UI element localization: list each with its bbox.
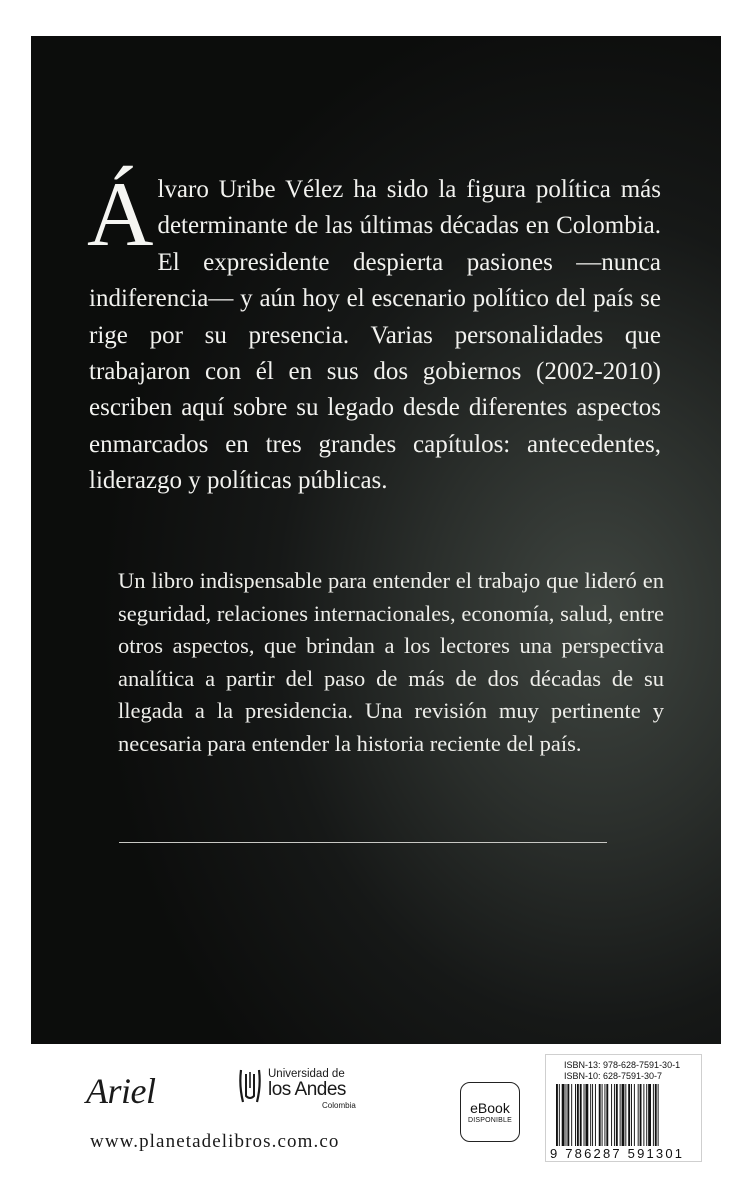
universidad-los-andes-logo xyxy=(238,1066,368,1110)
divider-line xyxy=(119,842,607,843)
barcode-number: 9 786287 591301 xyxy=(550,1146,685,1161)
isbn13-text: ISBN-13: 978-628-7591-30-1 xyxy=(564,1060,681,1070)
back-cover-panel xyxy=(31,36,721,1044)
universidad-shield-icon xyxy=(238,1068,262,1104)
synopsis-text: lvaro Uribe Vélez ha sido la figura política más determinante de las últimas décadas en Colombia. El expresidente despierta pasiones —nunca indiferencia— y aún hoy el escenario político del país se rige por su presencia. Varias personalidades que trabajaron con él en sus dos gobiernos (2002-2010) escriben aquí sobre su legado desde diferentes aspectos enmarcados en tres grandes capítulos: antecedentes, liderazgo y políticas públicas. xyxy=(89,176,661,495)
university-name-line1: Universidad de xyxy=(268,1068,345,1080)
isbn-barcode-box xyxy=(545,1054,702,1162)
ebook-badge xyxy=(460,1082,520,1142)
isbn10-text: ISBN-10: 628-7591-30-7 xyxy=(564,1071,663,1081)
ebook-sublabel: DISPONIBLE xyxy=(467,1117,512,1124)
barcode-icon xyxy=(556,1084,693,1146)
university-name-line2: los Andes xyxy=(268,1079,346,1100)
ariel-logo: Ariel xyxy=(86,1071,156,1111)
drop-cap: Á xyxy=(87,163,154,265)
publisher-website: www.planetadelibros.com.co xyxy=(90,1131,340,1152)
description-paragraph: Un libro indispensable para entender el trabajo que lideró en seguridad, relaciones internacionales, economía, salud, entre otros aspectos, que brindan a los lectores una perspectiva analítica a partir del paso de más de dos décadas de su llegada a la presidencia. Una revisión muy pertinente y necesaria para entender la historia reciente del país. xyxy=(118,568,664,756)
ebook-label: eBook xyxy=(470,1100,510,1116)
university-country: Colombia xyxy=(322,1101,356,1110)
synopsis-paragraph xyxy=(87,163,661,500)
